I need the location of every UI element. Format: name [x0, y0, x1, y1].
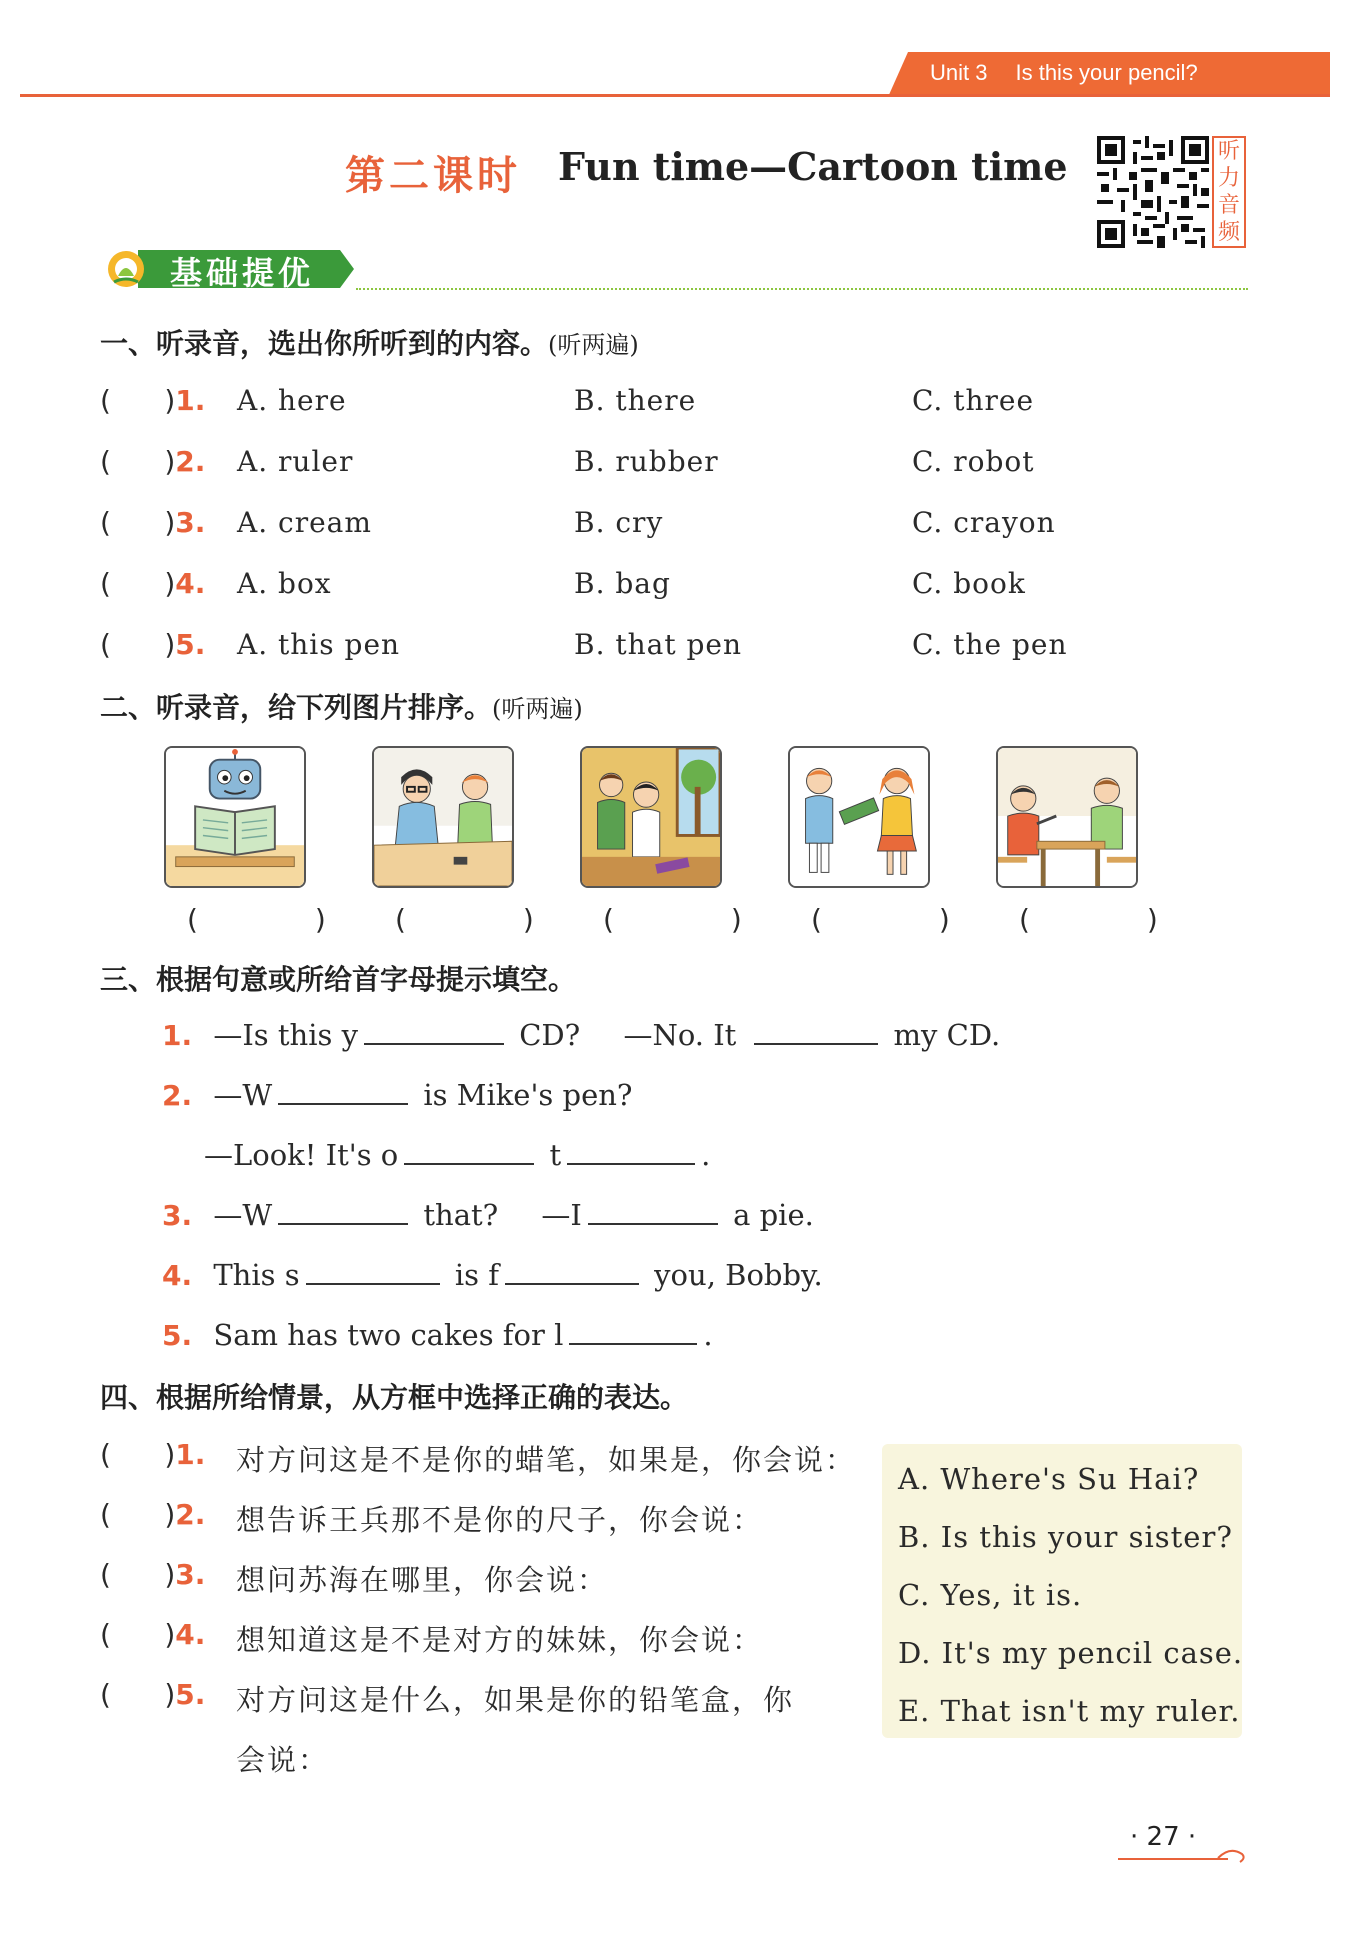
part2-heading — [100, 686, 583, 726]
item-number: 1. — [175, 1438, 206, 1471]
fill-text: —I — [541, 1198, 582, 1232]
item-number: 2. — [162, 1079, 193, 1112]
fill-item-4 — [162, 1258, 823, 1292]
fill-item-2 — [162, 1078, 632, 1112]
audio-label-char: 频 — [1217, 219, 1240, 245]
item-number: 4. — [175, 567, 206, 600]
answer-blank[interactable] — [306, 1282, 440, 1285]
fill-item-5 — [162, 1318, 713, 1352]
answer-paren[interactable]: ( ) — [100, 384, 176, 417]
item-number: 5. — [175, 628, 206, 661]
box-option-b: B. Is this your sister? — [898, 1520, 1233, 1554]
item-number: 1. — [162, 1019, 193, 1052]
list-item — [100, 1558, 205, 1591]
option-a[interactable]: A. box — [237, 567, 332, 600]
fill-text: you, Bobby. — [654, 1258, 823, 1292]
picture-boys-at-desks — [996, 746, 1138, 888]
answer-blank[interactable] — [567, 1162, 695, 1165]
header-rule — [20, 94, 1330, 97]
list-item — [100, 567, 205, 600]
fill-text: —Is this y — [213, 1018, 358, 1052]
fill-text: Sam has two cakes for l — [213, 1318, 564, 1352]
option-a[interactable]: A. here — [237, 384, 347, 417]
lesson-title-cn: 第二课时 — [345, 152, 521, 199]
picture-giving-pencil-case — [788, 746, 930, 888]
answer-blank[interactable] — [505, 1282, 639, 1285]
fill-text: t — [549, 1138, 562, 1172]
situation-text: 想告诉王兵那不是你的尺子，你会说： — [236, 1503, 764, 1537]
situation-text-cont: 会说： — [236, 1743, 330, 1777]
picture-answer-paren[interactable]: ( ) — [395, 903, 588, 936]
list-item — [100, 1678, 205, 1711]
item-number: 5. — [162, 1319, 193, 1352]
list-item — [100, 628, 205, 661]
option-b[interactable]: B. that pen — [574, 628, 743, 661]
list-item — [100, 1438, 205, 1471]
box-option-e: E. That isn't my ruler. — [898, 1694, 1241, 1728]
box-option-a: A. Where's Su Hai? — [898, 1462, 1200, 1496]
answer-paren[interactable]: ( ) — [100, 506, 176, 539]
picture-answer-paren[interactable]: ( ) — [603, 903, 796, 936]
answer-paren[interactable]: ( ) — [100, 628, 176, 661]
option-c[interactable]: C. the pen — [912, 628, 1068, 661]
audio-label-char: 听 — [1217, 138, 1240, 164]
option-a[interactable]: A. ruler — [237, 445, 354, 478]
list-item — [100, 1618, 205, 1651]
picture-answer-paren[interactable]: ( ) — [811, 903, 1004, 936]
answer-blank[interactable] — [754, 1042, 878, 1045]
part3-heading: 三、根据句意或所给首字母提示填空。 — [100, 963, 577, 996]
answer-blank[interactable] — [278, 1222, 408, 1225]
answer-blank[interactable] — [278, 1102, 408, 1105]
section-divider — [356, 288, 1248, 290]
item-number: 3. — [175, 1558, 206, 1591]
part1-note: (听两遍) — [548, 331, 639, 359]
answer-paren[interactable]: ( ) — [100, 1498, 176, 1531]
option-a[interactable]: A. this pen — [237, 628, 401, 661]
box-option-d: D. It's my pencil case. — [898, 1636, 1244, 1670]
page-number-rule — [1118, 1858, 1228, 1860]
answer-paren[interactable]: ( ) — [100, 1618, 176, 1651]
fill-item-2b — [204, 1138, 710, 1172]
picture-robot-reading — [164, 746, 306, 888]
unit-label: Unit 3 — [930, 60, 988, 85]
fill-text: is Mike's pen? — [423, 1078, 633, 1112]
audio-label-char: 音 — [1217, 192, 1240, 218]
option-c[interactable]: C. robot — [912, 445, 1035, 478]
unit-header — [930, 60, 1226, 86]
item-number: 4. — [175, 1618, 206, 1651]
fill-text: . — [703, 1318, 713, 1352]
fill-text: —W — [213, 1078, 273, 1112]
item-number: 4. — [162, 1259, 193, 1292]
box-option-c: C. Yes, it is. — [898, 1578, 1083, 1612]
answer-paren[interactable]: ( ) — [100, 445, 176, 478]
fill-text: my CD. — [893, 1018, 1001, 1052]
picture-answer-paren[interactable]: ( ) — [1019, 903, 1212, 936]
option-a[interactable]: A. cream — [237, 506, 372, 539]
answer-paren[interactable]: ( ) — [100, 1678, 176, 1711]
unit-title: Is this your pencil? — [1015, 60, 1198, 85]
option-c[interactable]: C. book — [912, 567, 1026, 600]
fill-text: that? — [423, 1198, 499, 1232]
answer-paren[interactable]: ( ) — [100, 567, 176, 600]
fill-text: This s — [213, 1258, 300, 1292]
situation-text: 对方问这是什么，如果是你的铅笔盒，你 — [236, 1683, 795, 1717]
fill-text: is f — [454, 1258, 499, 1292]
fill-item-1 — [162, 1018, 1000, 1052]
fill-text: —No. It — [623, 1018, 737, 1052]
situation-text: 想问苏海在哪里，你会说： — [236, 1563, 609, 1597]
page-number-value: 27 — [1146, 1822, 1180, 1852]
part2-heading-text: 二、听录音，给下列图片排序。 — [100, 691, 493, 724]
fill-text: . — [701, 1138, 711, 1172]
audio-label-char: 力 — [1217, 165, 1240, 191]
fill-text: CD? — [519, 1018, 581, 1052]
qr-code-icon[interactable] — [1097, 136, 1209, 248]
answer-paren[interactable]: ( ) — [100, 1438, 176, 1471]
fill-text: —Look! It's o — [204, 1138, 399, 1172]
list-item — [100, 506, 205, 539]
page-curl-icon — [1216, 1846, 1246, 1866]
option-b[interactable]: B. there — [574, 384, 697, 417]
fill-text: a pie. — [733, 1198, 814, 1232]
list-item — [100, 384, 205, 417]
situation-text: 对方问这是不是你的蜡笔，如果是，你会说： — [236, 1443, 857, 1477]
option-b[interactable]: B. rubber — [574, 445, 719, 478]
picture-rubber-on-desk — [372, 746, 514, 888]
list-item — [100, 445, 205, 478]
situation-text: 想知道这是不是对方的妹妹，你会说： — [236, 1623, 764, 1657]
list-item — [100, 1498, 205, 1531]
page-number: · 27 · — [1130, 1822, 1197, 1852]
picture-answer-paren[interactable]: ( ) — [187, 903, 380, 936]
part1-heading — [100, 322, 639, 362]
answer-blank[interactable] — [404, 1162, 534, 1165]
picture-two-boys-window — [580, 746, 722, 888]
item-number: 5. — [175, 1678, 206, 1711]
option-c[interactable]: C. three — [912, 384, 1035, 417]
section-banner-label: 基础提优 — [170, 254, 315, 292]
part1-heading-text: 一、听录音，选出你所听到的内容。 — [100, 327, 549, 360]
option-c[interactable]: C. crayon — [912, 506, 1056, 539]
answer-blank[interactable] — [364, 1042, 504, 1045]
option-b[interactable]: B. cry — [574, 506, 664, 539]
answer-paren[interactable]: ( ) — [100, 1558, 176, 1591]
fill-item-3 — [162, 1198, 814, 1232]
part4-heading: 四、根据所给情景，从方框中选择正确的表达。 — [100, 1381, 689, 1414]
item-number: 1. — [175, 384, 206, 417]
audio-label — [1212, 136, 1246, 248]
answer-blank[interactable] — [569, 1342, 697, 1345]
item-number: 3. — [175, 506, 206, 539]
lesson-title-en: Fun time—Cartoon time — [558, 144, 1068, 189]
option-b[interactable]: B. bag — [574, 567, 671, 600]
item-number: 2. — [175, 445, 206, 478]
item-number: 2. — [175, 1498, 206, 1531]
fill-text: —W — [213, 1198, 273, 1232]
part2-note: (听两遍) — [492, 695, 583, 723]
item-number: 3. — [162, 1199, 193, 1232]
answer-blank[interactable] — [588, 1222, 718, 1225]
